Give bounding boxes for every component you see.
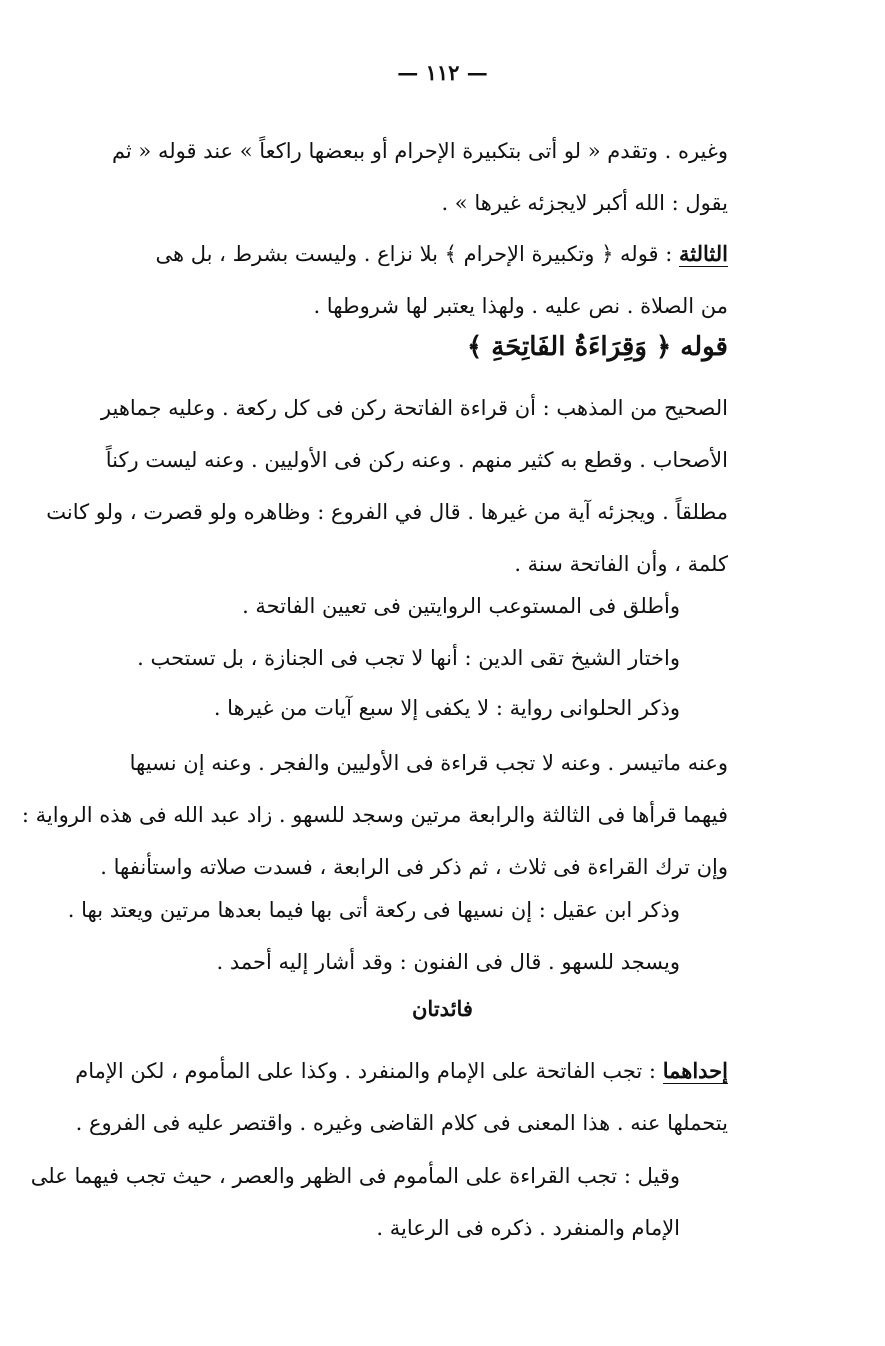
paragraph-2 [72, 228, 728, 332]
paragraph-10-line-1: وقيل : تجب القراءة على المأموم فى الظهر والعصر ، حيث تجب فيهما على [30, 1164, 680, 1188]
paragraph-6-line-1: وذكر الحلوانى رواية : لا يكفى إلا سبع آيات من غيرها . [213, 696, 680, 720]
paragraph-1-line-1: وغيره . وتقدم « لو أتى بتكبيرة الإحرام أو ببعضها راكعاً » عند قوله « ثم [111, 139, 728, 163]
paragraph-8 [67, 884, 728, 988]
paragraph-10 [30, 1150, 728, 1254]
paragraph-2-line-2: من الصلاة . نص عليه . ولهذا يعتبر لها شروطها . [313, 294, 728, 318]
paragraph-7 [21, 737, 728, 893]
paragraph-9-label: إحداهما [662, 1058, 728, 1083]
paragraph-5-line-1: واختار الشيخ تقى الدين : أنها لا تجب فى الجنازة ، بل تستحب . [137, 646, 680, 670]
section-heading-quote: ﴿ وَقِرَاءَةُ الفَاتِحَةِ ﴾ [466, 332, 672, 362]
paragraph-3-line-1: الصحيح من المذهب : أن قراءة الفاتحة ركن فى كل ركعة . وعليه جماهير [100, 396, 728, 420]
paragraph-4-line-1: وأطلق فى المستوعب الروايتين فى تعيين الفاتحة . [242, 594, 680, 618]
paragraph-2-label: الثالثة [679, 241, 728, 266]
paragraph-9-line-1 [72, 1045, 728, 1097]
subheading: فائدتان [412, 996, 473, 1021]
paragraph-3-line-4: كلمة ، وأن الفاتحة سنة . [514, 552, 728, 576]
paragraph-1 [72, 125, 728, 229]
paragraph-3-line-3: مطلقاً . ويجزئه آية من غيرها . قال في الفروع : وظاهره ولو قصرت ، ولو كانت [46, 500, 728, 524]
page-number: — ١١٢ — [397, 60, 488, 85]
paragraph-8-line-2: ويسجد للسهو . قال فى الفنون : وقد أشار إليه أحمد . [216, 950, 680, 974]
paragraph-7-line-3: وإن ترك القراءة فى ثلاث ، ثم ذكر فى الرابعة ، فسدت صلاته واستأنفها . [100, 855, 728, 879]
paragraph-9 [72, 1045, 728, 1149]
paragraph-6 [72, 682, 728, 734]
paragraph-7-line-1: وعنه ماتيسر . وعنه لا تجب قراءة فى الأوليين والفجر . وعنه إن نسيها [129, 751, 728, 775]
section-heading-prefix: قوله [680, 332, 728, 362]
paragraph-5 [72, 632, 728, 684]
paragraph-8-line-1: وذكر ابن عقيل : إن نسيها فى ركعة أتى بها فيما بعدها مرتين ويعتد بها . [67, 898, 680, 922]
paragraph-4 [72, 580, 728, 632]
paragraph-1-line-2: يقول : الله أكبر لايجزئه غيرها » . [441, 191, 728, 215]
paragraph-3 [46, 382, 728, 590]
paragraph-2-text-1: : قوله ﴿ وتكبيرة الإحرام ﴾ بلا نزاع . وليست بشرط ، بل هى [155, 242, 673, 266]
paragraph-2-line-1 [72, 228, 728, 280]
section-heading [467, 332, 728, 362]
paragraph-10-line-2: الإمام والمنفرد . ذكره فى الرعاية . [376, 1216, 680, 1240]
paragraph-9-line-2: يتحملها عنه . هذا المعنى فى كلام القاضى وغيره . واقتصر عليه فى الفروع . [75, 1111, 728, 1135]
paragraph-7-line-2: فيهما قرأها فى الثالثة والرابعة مرتين وسجد للسهو . زاد عبد الله فى هذه الرواية : [21, 803, 728, 827]
paragraph-3-line-2: الأصحاب . وقطع به كثير منهم . وعنه ركن فى الأوليين . وعنه ليست ركناً [105, 448, 728, 472]
paragraph-9-text-1: : تجب الفاتحة على الإمام والمنفرد . وكذا على المأموم ، لكن الإمام [75, 1059, 657, 1083]
